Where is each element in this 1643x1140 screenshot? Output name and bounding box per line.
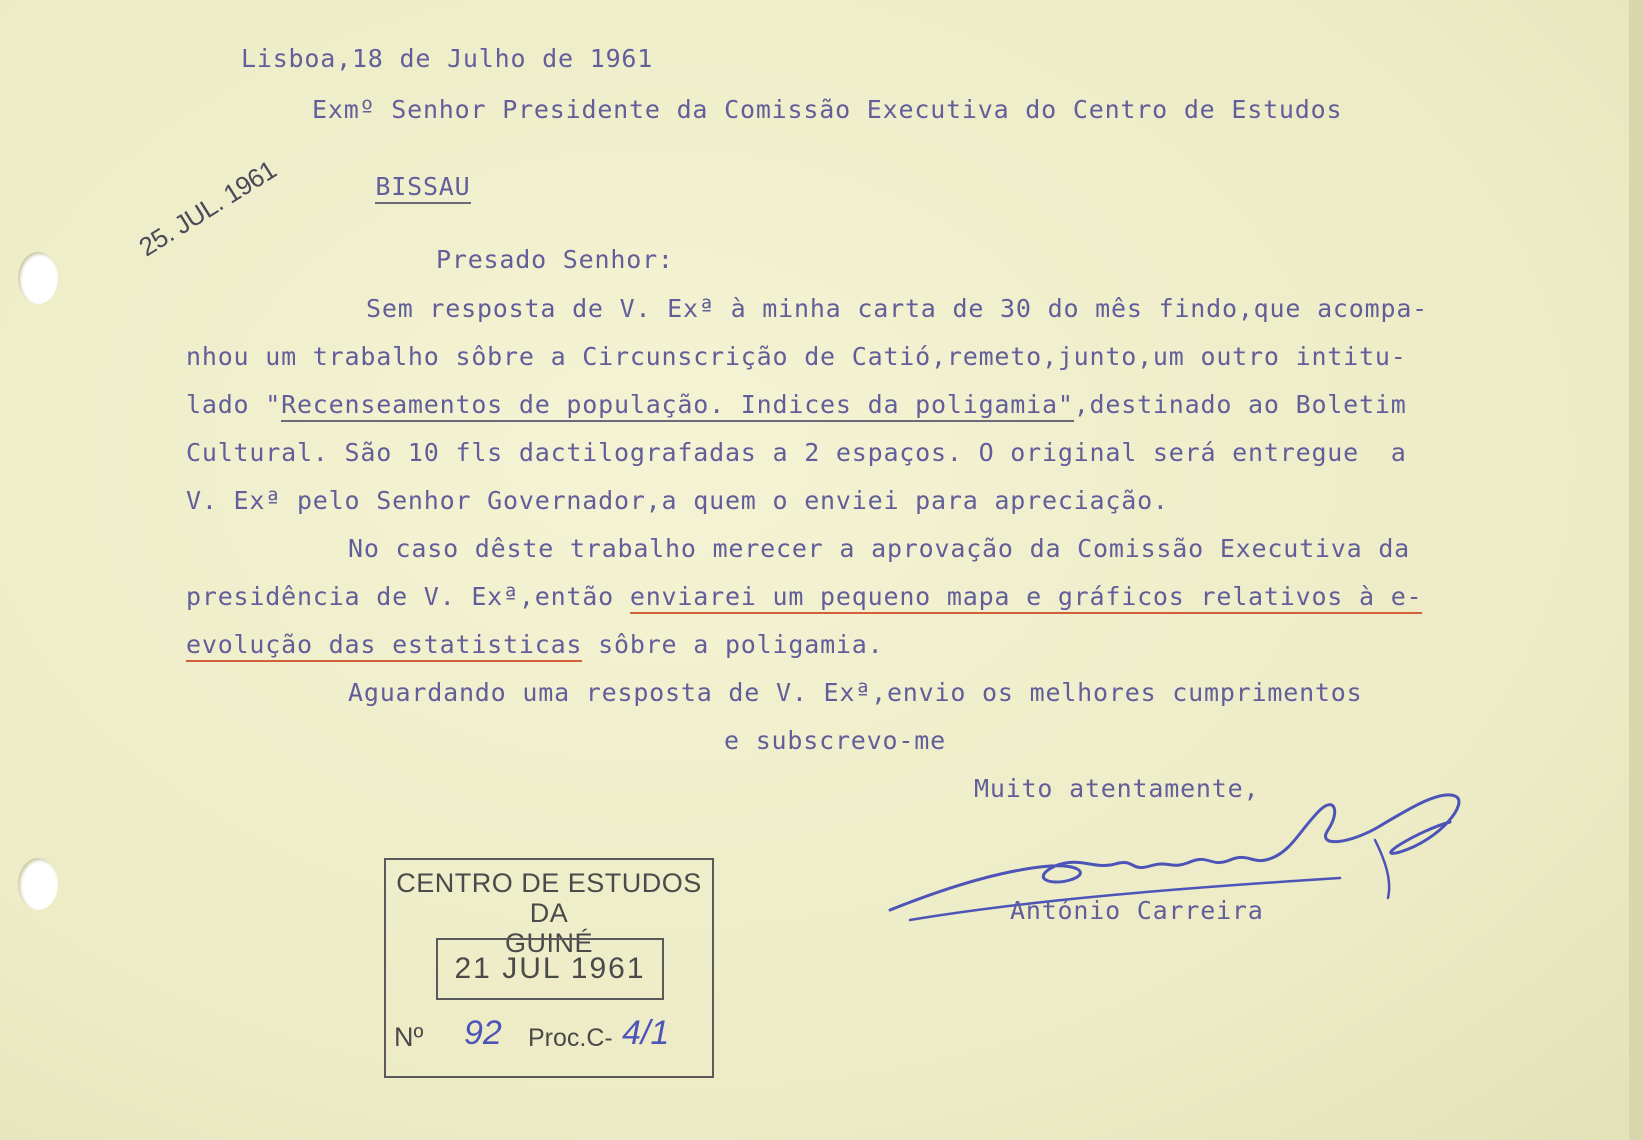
- body-line: [186, 582, 1422, 611]
- body-text: presidência de V. Exª,então: [186, 582, 630, 611]
- signatory-name: António Carreira: [1010, 896, 1264, 925]
- body-line: e subscrevo-me: [724, 726, 946, 755]
- body-line: nhou um trabalho sôbre a Circunscrição de Catió,remeto,junto,um outro intitu-: [186, 342, 1407, 371]
- registry-stamp-date: 21 JUL 1961: [436, 938, 664, 1000]
- body-line: Sem resposta de V. Exª à minha carta de 30 do mês findo,que acompa-: [366, 294, 1429, 323]
- body-line: [186, 630, 883, 659]
- punch-hole-bottom: [18, 858, 58, 910]
- body-text: lado ": [186, 390, 282, 419]
- salutation: Presado Senhor:: [436, 245, 674, 274]
- registry-stamp-title-line: CENTRO DE ESTUDOS DA: [396, 868, 702, 928]
- registry-number-label: Nº: [394, 1022, 424, 1052]
- registry-proc-label: Proc.C-: [528, 1024, 613, 1052]
- red-underlined-text: enviarei um pequeno mapa e gráficos relativos à e-: [630, 582, 1423, 614]
- registry-proc-handwritten: 4/1: [622, 1014, 670, 1052]
- recipient-city-text: BISSAU: [375, 172, 470, 204]
- body-line: Aguardando uma resposta de V. Exª,envio os melhores cumprimentos: [348, 678, 1363, 707]
- body-line: Cultural. São 10 fls dactilografadas a 2 espaços. O original será entregue a: [186, 438, 1407, 467]
- paper-edge: [1629, 0, 1643, 1140]
- body-line: V. Exª pelo Senhor Governador,a quem o enviei para apreciação.: [186, 486, 1169, 515]
- received-date-stamp: 25. JUL. 1961: [133, 154, 282, 263]
- body-text: sôbre a poligamia.: [582, 630, 884, 659]
- red-underlined-text: evolução das estatisticas: [186, 630, 582, 662]
- dateline: Lisboa,18 de Julho de 1961: [241, 44, 654, 73]
- registry-stamp: [384, 858, 714, 1078]
- body-line: No caso dêste trabalho merecer a aprovação da Comissão Executiva da: [348, 534, 1411, 563]
- recipient: Exmº Senhor Presidente da Comissão Executiva do Centro de Estudos: [312, 95, 1343, 124]
- body-text: ,destinado ao Boletim: [1073, 390, 1407, 419]
- registry-stamp-title-line: GUINÉ: [504, 928, 593, 958]
- body-line: [186, 390, 1407, 419]
- recipient-city: [290, 143, 471, 230]
- registry-number-handwritten: 92: [464, 1014, 502, 1052]
- closing: Muito atentamente,: [974, 774, 1260, 803]
- underlined-work-title: Recenseamentos de população. Indices da poligamia": [281, 390, 1074, 422]
- punch-hole-top: [18, 252, 58, 304]
